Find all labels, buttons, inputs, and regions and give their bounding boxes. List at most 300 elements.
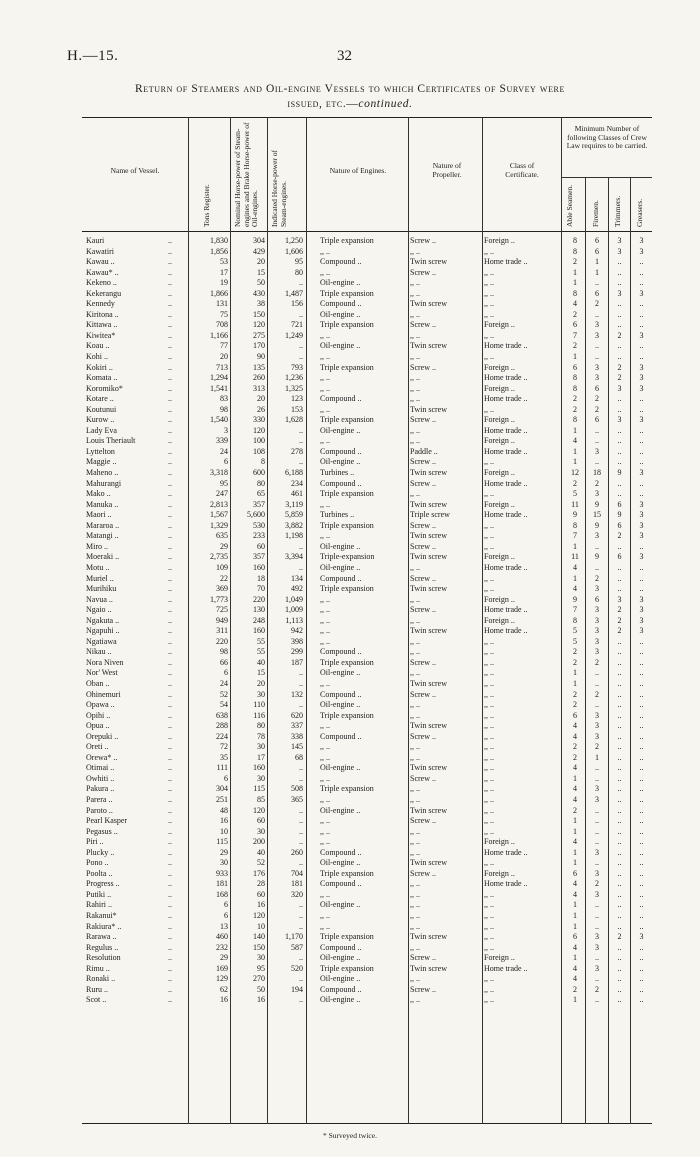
nature-of-propeller: Screw ..	[410, 573, 436, 583]
nature-of-propeller: ,, ..	[410, 425, 420, 435]
indicated-horse-power: 132	[291, 689, 303, 699]
nominal-horse-power: 313	[253, 383, 265, 393]
trimmers: ..	[617, 436, 622, 446]
indicated-horse-power: 704	[291, 868, 303, 878]
able-seamen: 2	[573, 700, 577, 710]
greasers: ..	[639, 858, 644, 868]
trimmers: ..	[617, 837, 622, 847]
able-seamen: 6	[573, 320, 577, 330]
leader-dots: ..	[168, 668, 172, 678]
trimmers: ..	[617, 341, 622, 351]
table-row	[82, 879, 652, 890]
nominal-horse-power: 95	[257, 963, 265, 973]
table-row	[82, 363, 652, 374]
trimmers: 2	[617, 615, 622, 625]
firemen: ..	[595, 425, 599, 435]
nature-of-engines: ,, ..	[320, 373, 330, 383]
able-seamen: 1	[573, 953, 577, 963]
nature-of-propeller: ,, ..	[410, 288, 420, 298]
able-seamen: 4	[573, 794, 577, 804]
indicated-horse-power: 6,188	[285, 468, 303, 478]
able-seamen: 4	[573, 763, 577, 773]
tons-register: 1,329	[210, 520, 228, 530]
firemen: ..	[595, 562, 599, 572]
vessel-name: Nikau ..	[86, 647, 112, 657]
nature-of-engines: Triple expansion	[320, 489, 374, 499]
able-seamen: 8	[573, 615, 577, 625]
leader-dots: ..	[168, 995, 172, 1005]
table-row	[82, 837, 652, 848]
nominal-horse-power: 357	[253, 499, 265, 509]
trimmers: 2	[617, 362, 622, 372]
vessel-name: Oreti ..	[86, 742, 109, 752]
nature-of-engines: ,, ..	[320, 636, 330, 646]
trimmers: ..	[617, 721, 622, 731]
nature-of-engines: Compound ..	[320, 942, 362, 952]
leader-dots: ..	[168, 784, 172, 794]
tons-register: 2,813	[210, 499, 228, 509]
class-of-certificate: ,, ..	[484, 826, 494, 836]
table-row	[82, 848, 652, 859]
vessel-name: Motu ..	[86, 562, 110, 572]
vessel-name: Otimai ..	[86, 763, 115, 773]
vessel-name: Lady Eva	[86, 425, 117, 435]
nature-of-propeller: Screw ..	[410, 816, 436, 826]
nominal-horse-power: 50	[257, 278, 265, 288]
class-of-certificate: ,, ..	[484, 974, 494, 984]
table-row	[82, 595, 652, 606]
able-seamen: 2	[573, 647, 577, 657]
nature-of-engines: Oil-engine ..	[320, 953, 361, 963]
nature-of-propeller: Twin screw	[410, 763, 447, 773]
tons-register: 111	[216, 763, 228, 773]
greasers: 3	[639, 615, 644, 625]
firemen: 9	[595, 552, 599, 562]
class-of-certificate: Foreign ..	[484, 837, 515, 847]
trimmers: ..	[617, 847, 622, 857]
leader-dots: ..	[168, 267, 172, 277]
trimmers: 9	[617, 468, 622, 478]
able-seamen: 1	[573, 847, 577, 857]
firemen: 1	[595, 752, 599, 762]
title-line-1: Return of Steamers and Oil-engine Vessels to which Certificates of Survey were	[135, 83, 565, 95]
table-row	[82, 552, 652, 563]
nominal-horse-power: 15	[257, 668, 265, 678]
leader-dots: ..	[168, 763, 172, 773]
nominal-horse-power: 16	[257, 995, 265, 1005]
nature-of-propeller: Screw ..	[410, 657, 436, 667]
leader-dots: ..	[168, 552, 172, 562]
indicated-horse-power: 520	[291, 963, 303, 973]
class-of-certificate: ,, ..	[484, 404, 494, 414]
able-seamen: 4	[573, 784, 577, 794]
table-row	[82, 341, 652, 352]
greasers: ..	[639, 784, 644, 794]
class-of-certificate: Foreign ..	[484, 499, 515, 509]
class-of-certificate: ,, ..	[484, 784, 494, 794]
greasers: ..	[639, 267, 644, 277]
tons-register: 2,735	[210, 552, 228, 562]
trimmers: ..	[617, 457, 622, 467]
vessel-name: Muriel ..	[86, 573, 114, 583]
greasers: ..	[639, 689, 644, 699]
vessel-name: Kennedy	[86, 299, 115, 309]
firemen: 6	[595, 415, 599, 425]
firemen: 9	[595, 499, 599, 509]
nominal-horse-power: 60	[257, 889, 265, 899]
greasers: ..	[639, 868, 644, 878]
indicated-horse-power: 1,113	[285, 615, 303, 625]
trimmers: 2	[617, 373, 622, 383]
nominal-horse-power: 18	[257, 573, 265, 583]
indicated-horse-power: 234	[291, 478, 303, 488]
header-greasers: Greasers.	[635, 198, 644, 227]
leader-dots: ..	[168, 605, 172, 615]
vessel-name: Kauri	[86, 236, 105, 245]
class-of-certificate: ,, ..	[484, 794, 494, 804]
nominal-horse-power: 40	[257, 657, 265, 667]
nature-of-engines: Oil-engine ..	[320, 974, 361, 984]
vessel-name: Kittawa ..	[86, 320, 118, 330]
nature-of-propeller: ,, ..	[410, 489, 420, 499]
class-of-certificate: ,, ..	[484, 700, 494, 710]
tons-register: 66	[220, 657, 228, 667]
firemen: 2	[595, 404, 599, 414]
able-seamen: 2	[573, 689, 577, 699]
tons-register: 1,830	[210, 236, 228, 245]
class-of-certificate: Foreign ..	[484, 415, 515, 425]
greasers: 3	[639, 605, 644, 615]
firemen: ..	[595, 995, 599, 1005]
class-of-certificate: Foreign ..	[484, 552, 515, 562]
tons-register: 369	[216, 584, 228, 594]
firemen: 3	[595, 446, 599, 456]
class-of-certificate: Home trade ..	[484, 879, 528, 889]
class-of-certificate: ,, ..	[484, 911, 494, 920]
leader-dots: ..	[168, 573, 172, 583]
tons-register: 16	[220, 816, 228, 826]
nominal-horse-power: 120	[253, 911, 265, 920]
firemen: 1	[595, 257, 599, 267]
trimmers: ..	[617, 911, 622, 920]
able-seamen: 4	[573, 731, 577, 741]
firemen: 3	[595, 721, 599, 731]
trimmers: 3	[617, 383, 622, 393]
nature-of-engines: Triple expansion	[320, 932, 374, 942]
firemen: ..	[595, 278, 599, 288]
able-seamen: 9	[573, 594, 577, 604]
tons-register: 1,541	[210, 383, 228, 393]
tons-register: 6	[224, 900, 228, 910]
greasers: ..	[639, 700, 644, 710]
nature-of-propeller: Screw ..	[410, 984, 436, 994]
nature-of-propeller: ,, ..	[410, 668, 420, 678]
table-row	[82, 658, 652, 669]
table-row	[82, 426, 652, 437]
tons-register: 638	[216, 710, 228, 720]
tons-register: 224	[216, 731, 228, 741]
class-of-certificate: ,, ..	[484, 352, 494, 362]
nature-of-engines: ,, ..	[320, 911, 330, 920]
leader-dots: ..	[168, 320, 172, 330]
able-seamen: 4	[573, 942, 577, 952]
table-row	[82, 468, 652, 479]
nature-of-engines: Triple expansion	[320, 362, 374, 372]
vessel-name: Manuka ..	[86, 499, 119, 509]
table-row	[82, 436, 652, 447]
able-seamen: 2	[573, 805, 577, 815]
leader-dots: ..	[168, 721, 172, 731]
nature-of-engines: Triple expansion	[320, 415, 374, 425]
greasers: 3	[639, 626, 644, 636]
tons-register: 13	[220, 921, 228, 931]
leader-dots: ..	[168, 858, 172, 868]
nature-of-propeller: ,, ..	[410, 330, 420, 340]
class-of-certificate: Home trade ..	[484, 446, 528, 456]
greasers: ..	[639, 678, 644, 688]
leader-dots: ..	[168, 478, 172, 488]
table-row	[82, 911, 652, 922]
table-row	[82, 352, 652, 363]
nominal-horse-power: 38	[257, 299, 265, 309]
indicated-horse-power: ..	[299, 678, 303, 688]
table-row	[82, 415, 652, 426]
trimmers: 3	[617, 246, 622, 256]
nature-of-engines: ,, ..	[320, 605, 330, 615]
greasers: ..	[639, 984, 644, 994]
nature-of-engines: ,, ..	[320, 615, 330, 625]
vessel-name: Ruru ..	[86, 984, 108, 994]
able-seamen: 9	[573, 510, 577, 520]
firemen: 6	[595, 236, 599, 245]
able-seamen: 8	[573, 236, 577, 245]
class-of-certificate: Home trade ..	[484, 562, 528, 572]
nature-of-propeller: Screw ..	[410, 689, 436, 699]
nominal-horse-power: 150	[253, 942, 265, 952]
leader-dots: ..	[168, 468, 172, 478]
able-seamen: 6	[573, 932, 577, 942]
greasers: 3	[639, 330, 644, 340]
leader-dots: ..	[168, 879, 172, 889]
leader-dots: ..	[168, 974, 172, 984]
trimmers: ..	[617, 763, 622, 773]
nature-of-engines: Compound ..	[320, 478, 362, 488]
vessel-name: Maheno ..	[86, 468, 119, 478]
nature-of-propeller: ,, ..	[410, 794, 420, 804]
vessel-name: Kiwitea*	[86, 330, 116, 340]
table-row	[82, 679, 652, 690]
trimmers: ..	[617, 636, 622, 646]
indicated-horse-power: ..	[299, 900, 303, 910]
firemen: ..	[595, 974, 599, 984]
table-row	[82, 310, 652, 321]
table-row	[82, 500, 652, 511]
nominal-horse-power: 270	[253, 974, 265, 984]
indicated-horse-power: 3,119	[285, 499, 303, 509]
leader-dots: ..	[168, 773, 172, 783]
indicated-horse-power: ..	[299, 921, 303, 931]
able-seamen: 5	[573, 636, 577, 646]
table-row	[82, 405, 652, 416]
vessel-name: Ronaki ..	[86, 974, 116, 984]
nature-of-engines: ,, ..	[320, 889, 330, 899]
nature-of-propeller: ,, ..	[410, 278, 420, 288]
table-row	[82, 236, 652, 247]
trimmers: ..	[617, 794, 622, 804]
vessel-name: Ngapuhi ..	[86, 626, 120, 636]
class-of-certificate: ,, ..	[484, 489, 494, 499]
leader-dots: ..	[168, 626, 172, 636]
nature-of-engines: Oil-engine ..	[320, 562, 361, 572]
greasers: ..	[639, 636, 644, 646]
table-row	[82, 816, 652, 827]
vessel-name: Kiritona ..	[86, 309, 119, 319]
firemen: 3	[595, 794, 599, 804]
table-row	[82, 289, 652, 300]
class-of-certificate: ,, ..	[484, 309, 494, 319]
indicated-horse-power: 793	[291, 362, 303, 372]
vessel-name: Kekeno ..	[86, 278, 117, 288]
firemen: 3	[595, 636, 599, 646]
nature-of-engines: Oil-engine ..	[320, 805, 361, 815]
table-row	[82, 510, 652, 521]
nominal-horse-power: 600	[253, 468, 265, 478]
leader-dots: ..	[168, 288, 172, 298]
nominal-horse-power: 248	[253, 615, 265, 625]
nature-of-propeller: ,, ..	[410, 752, 420, 762]
table-row	[82, 268, 652, 279]
indicated-horse-power: 134	[291, 573, 303, 583]
nature-of-propeller: Screw ..	[410, 362, 436, 372]
vessel-name: Kurow ..	[86, 415, 115, 425]
table-row	[82, 995, 652, 1006]
nature-of-propeller: ,, ..	[410, 309, 420, 319]
greasers: 3	[639, 520, 644, 530]
tons-register: 232	[216, 942, 228, 952]
vessel-name: Mahurangi	[86, 478, 122, 488]
nature-of-propeller: Twin screw	[410, 858, 447, 868]
table-row	[82, 985, 652, 996]
able-seamen: 8	[573, 383, 577, 393]
nominal-horse-power: 160	[253, 626, 265, 636]
class-of-certificate: ,, ..	[484, 889, 494, 899]
vessel-name: Pegasus ..	[86, 826, 118, 836]
class-of-certificate: ,, ..	[484, 805, 494, 815]
indicated-horse-power: 68	[295, 752, 303, 762]
class-of-certificate: ,, ..	[484, 984, 494, 994]
nature-of-engines: ,, ..	[320, 499, 330, 509]
firemen: ..	[595, 921, 599, 931]
vessel-name: Moeraki ..	[86, 552, 120, 562]
nature-of-engines: Triple expansion	[320, 584, 374, 594]
leader-dots: ..	[168, 816, 172, 826]
tons-register: 24	[220, 678, 228, 688]
nature-of-engines: Compound ..	[320, 847, 362, 857]
vessel-name: Kawau* ..	[86, 267, 119, 277]
trimmers: ..	[617, 541, 622, 551]
nature-of-engines: Triple expansion	[320, 710, 374, 720]
tons-register: 10	[220, 826, 228, 836]
class-of-certificate: ,, ..	[484, 288, 494, 298]
nature-of-engines: Triple expansion	[320, 236, 374, 245]
leader-dots: ..	[168, 868, 172, 878]
indicated-horse-power: 508	[291, 784, 303, 794]
indicated-horse-power: 492	[291, 584, 303, 594]
nature-of-propeller: ,, ..	[410, 562, 420, 572]
table-row	[82, 774, 652, 785]
leader-dots: ..	[168, 647, 172, 657]
able-seamen: 2	[573, 984, 577, 994]
tons-register: 725	[216, 605, 228, 615]
greasers: ..	[639, 953, 644, 963]
table-row	[82, 521, 652, 532]
trimmers: ..	[617, 752, 622, 762]
tons-register: 169	[216, 963, 228, 973]
indicated-horse-power: 1,170	[285, 932, 303, 942]
leader-dots: ..	[168, 330, 172, 340]
able-seamen: 1	[573, 911, 577, 920]
indicated-horse-power: 398	[291, 636, 303, 646]
class-of-certificate: ,, ..	[484, 900, 494, 910]
trimmers: ..	[617, 974, 622, 984]
class-of-certificate: ,, ..	[484, 246, 494, 256]
able-seamen: 4	[573, 974, 577, 984]
tons-register: 35	[220, 752, 228, 762]
class-of-certificate: Home trade ..	[484, 847, 528, 857]
able-seamen: 11	[571, 499, 579, 509]
trimmers: ..	[617, 889, 622, 899]
class-of-certificate: ,, ..	[484, 710, 494, 720]
leader-dots: ..	[168, 520, 172, 530]
vessel-name: Ngakuta ..	[86, 615, 120, 625]
able-seamen: 1	[573, 995, 577, 1005]
table-row	[82, 447, 652, 458]
nature-of-engines: ,, ..	[320, 773, 330, 783]
table-row	[82, 932, 652, 943]
able-seamen: 8	[573, 288, 577, 298]
able-seamen: 1	[573, 457, 577, 467]
greasers: 3	[639, 552, 644, 562]
greasers: ..	[639, 816, 644, 826]
class-of-certificate: Home trade ..	[484, 510, 528, 520]
vessel-name: Koutunui	[86, 404, 117, 414]
trimmers: ..	[617, 984, 622, 994]
leader-dots: ..	[168, 678, 172, 688]
leader-dots: ..	[168, 752, 172, 762]
trimmers: ..	[617, 805, 622, 815]
leader-dots: ..	[168, 932, 172, 942]
trimmers: ..	[617, 953, 622, 963]
tons-register: 29	[220, 847, 228, 857]
table-row	[82, 690, 652, 701]
nature-of-propeller: ,, ..	[410, 594, 420, 604]
tons-register: 52	[220, 689, 228, 699]
indicated-horse-power: 5,859	[285, 510, 303, 520]
tons-register: 20	[220, 352, 228, 362]
tons-register: 635	[216, 531, 228, 541]
able-seamen: 2	[573, 309, 577, 319]
firemen: ..	[595, 678, 599, 688]
indicated-horse-power: 1,249	[285, 330, 303, 340]
nature-of-propeller: ,, ..	[410, 383, 420, 393]
nature-of-engines: Oil-engine ..	[320, 995, 361, 1005]
nature-of-engines: Compound ..	[320, 879, 362, 889]
vessel-name: Kotare ..	[86, 394, 114, 404]
indicated-horse-power: 1,009	[285, 605, 303, 615]
able-seamen: 12	[571, 468, 579, 478]
nature-of-engines: Compound ..	[320, 731, 362, 741]
nature-of-propeller: ,, ..	[410, 889, 420, 899]
